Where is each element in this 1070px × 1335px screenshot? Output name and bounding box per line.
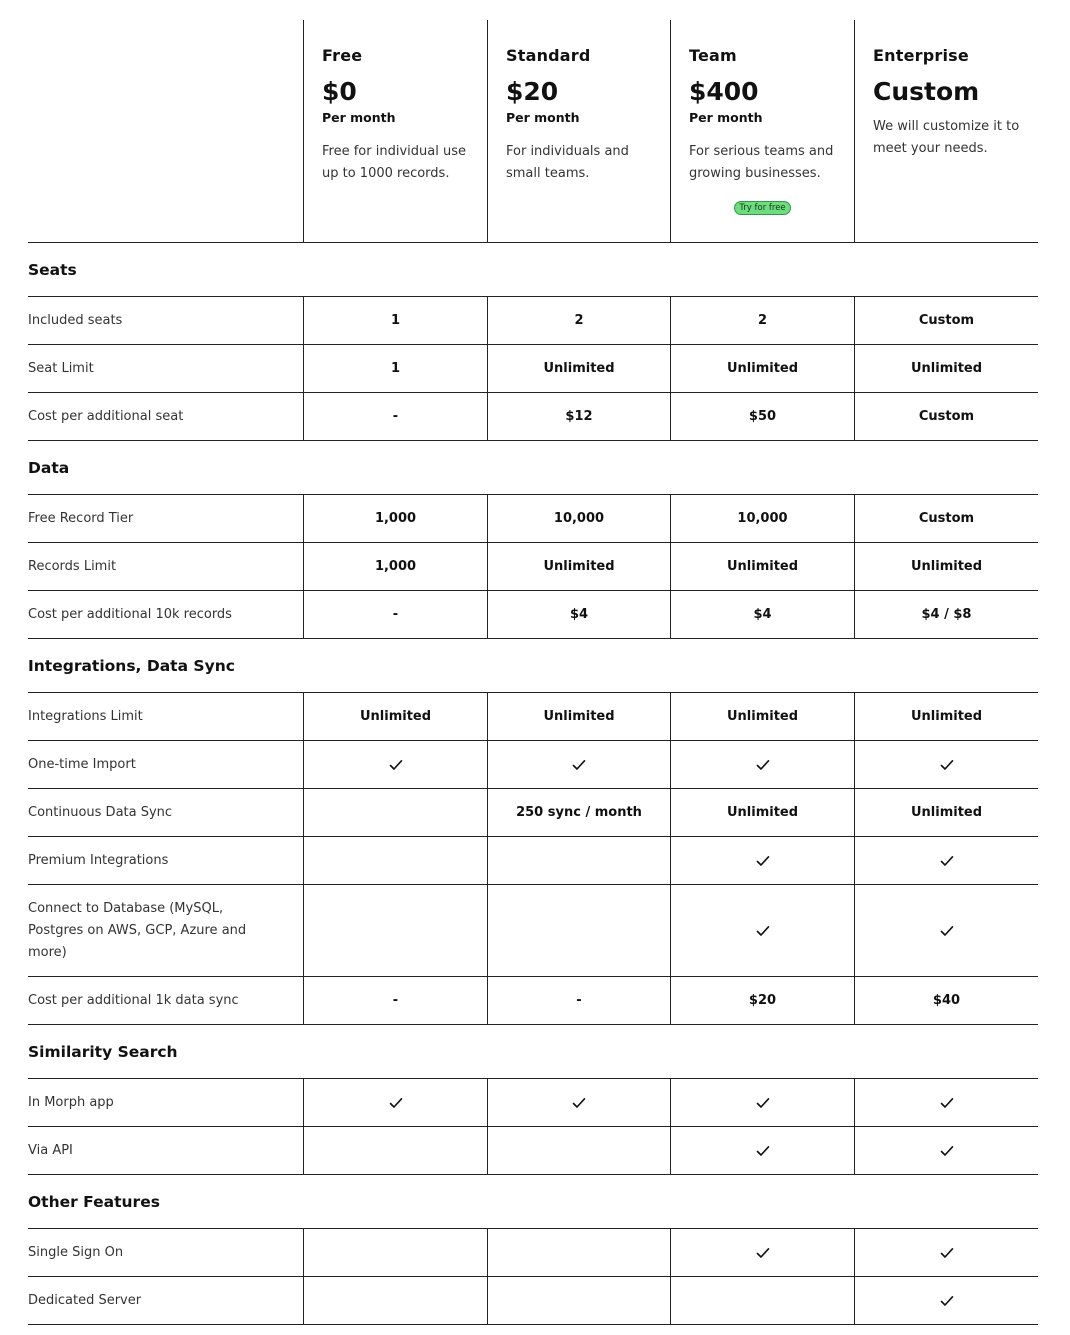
check-icon xyxy=(940,855,954,867)
feature-value xyxy=(303,789,487,836)
table-row xyxy=(28,543,1038,591)
feature-label-text: Dedicated Server xyxy=(28,1292,142,1308)
feature-value: 2 xyxy=(670,297,854,344)
feature-value xyxy=(670,885,854,976)
feature-label xyxy=(28,1277,303,1324)
check-icon xyxy=(572,1097,586,1109)
feature-value: Unlimited xyxy=(854,543,1038,590)
feature-value: Unlimited xyxy=(487,345,670,392)
section-title: Data xyxy=(28,441,1038,495)
feature-value: Custom xyxy=(854,495,1038,542)
feature-label-text: Premium Integrations xyxy=(28,852,169,868)
check-icon xyxy=(940,759,954,771)
table-row xyxy=(28,297,1038,345)
feature-value: Custom xyxy=(854,297,1038,344)
plan-name: Free xyxy=(322,46,363,65)
table-row xyxy=(28,1127,1038,1175)
plan-enterprise xyxy=(854,20,1038,242)
feature-value: Unlimited xyxy=(487,543,670,590)
check-icon xyxy=(756,855,770,867)
feature-label-text: Via API xyxy=(28,1142,73,1158)
check-icon xyxy=(940,925,954,937)
feature-value xyxy=(854,837,1038,884)
feature-label xyxy=(28,885,303,976)
feature-value xyxy=(670,1079,854,1126)
table-row xyxy=(28,393,1038,441)
feature-value xyxy=(670,1277,854,1324)
check-icon xyxy=(389,1097,403,1109)
plan-price: Custom xyxy=(873,77,980,106)
feature-label xyxy=(28,297,303,344)
check-icon xyxy=(756,1247,770,1259)
feature-label xyxy=(28,837,303,884)
feature-value: 2 xyxy=(487,297,670,344)
feature-value: Unlimited xyxy=(670,789,854,836)
plan-team xyxy=(670,20,854,242)
feature-value xyxy=(303,1079,487,1126)
plan-period: Per month xyxy=(506,109,580,125)
feature-value: 1 xyxy=(303,297,487,344)
feature-value xyxy=(670,741,854,788)
plan-period: Per month xyxy=(322,109,396,125)
feature-label xyxy=(28,543,303,590)
feature-value xyxy=(303,741,487,788)
table-row xyxy=(28,1229,1038,1277)
check-icon xyxy=(940,1145,954,1157)
table-row xyxy=(28,741,1038,789)
plan-price: $0 xyxy=(322,77,357,106)
feature-value xyxy=(854,1277,1038,1324)
plan-name: Enterprise xyxy=(873,46,969,65)
feature-value xyxy=(854,741,1038,788)
feature-label xyxy=(28,693,303,740)
feature-value: Unlimited xyxy=(854,789,1038,836)
feature-label xyxy=(28,977,303,1024)
feature-value: 250 sync / month xyxy=(487,789,670,836)
feature-label-text: Records Limit xyxy=(28,558,117,574)
table-row xyxy=(28,789,1038,837)
try-for-free-button[interactable]: Try for free xyxy=(734,201,790,215)
feature-value xyxy=(854,1079,1038,1126)
pricing-table xyxy=(28,20,1038,1325)
plan-name: Standard xyxy=(506,46,591,65)
feature-value xyxy=(487,741,670,788)
feature-value: Unlimited xyxy=(854,693,1038,740)
plan-price: $400 xyxy=(689,77,759,106)
feature-value xyxy=(487,1229,670,1276)
plan-description: For individuals and small teams. xyxy=(506,143,629,181)
check-icon xyxy=(940,1097,954,1109)
feature-label-text: Included seats xyxy=(28,312,123,328)
feature-value: $12 xyxy=(487,393,670,440)
feature-value xyxy=(303,885,487,976)
feature-label-text: Cost per additional 1k data sync xyxy=(28,992,239,1008)
feature-value xyxy=(670,1229,854,1276)
feature-value: 1 xyxy=(303,345,487,392)
feature-label-text: Connect to Database (MySQL, Postgres on AWS, GCP, Azure and more) xyxy=(28,900,247,960)
feature-label-text: Single Sign On xyxy=(28,1244,124,1260)
check-icon xyxy=(940,1295,954,1307)
feature-value: 10,000 xyxy=(670,495,854,542)
plan-description: For serious teams and growing businesses. xyxy=(689,143,834,181)
feature-label xyxy=(28,393,303,440)
table-row xyxy=(28,693,1038,741)
feature-value: - xyxy=(303,977,487,1024)
plan-name: Team xyxy=(689,46,737,65)
feature-value xyxy=(670,1127,854,1174)
feature-label-text: Free Record Tier xyxy=(28,510,134,526)
feature-label xyxy=(28,789,303,836)
feature-value: Unlimited xyxy=(303,693,487,740)
feature-value xyxy=(487,837,670,884)
feature-value: $40 xyxy=(854,977,1038,1024)
section-title: Seats xyxy=(28,243,1038,297)
feature-value: 1,000 xyxy=(303,495,487,542)
plan-free xyxy=(303,20,487,242)
feature-value: Unlimited xyxy=(670,345,854,392)
feature-label xyxy=(28,741,303,788)
plan-price: $20 xyxy=(506,77,559,106)
check-icon xyxy=(756,1097,770,1109)
feature-value xyxy=(670,837,854,884)
feature-value: $20 xyxy=(670,977,854,1024)
plan-description: Free for individual use up to 1000 records. xyxy=(322,143,466,181)
feature-label xyxy=(28,1079,303,1126)
check-icon xyxy=(756,925,770,937)
section-title: Similarity Search xyxy=(28,1025,1038,1079)
feature-label-text: Cost per additional 10k records xyxy=(28,606,232,622)
table-row xyxy=(28,977,1038,1025)
plan-standard xyxy=(487,20,670,242)
pricing-header xyxy=(28,20,1038,243)
feature-value: $4 xyxy=(487,591,670,638)
check-icon xyxy=(756,1145,770,1157)
header-spacer xyxy=(28,20,303,242)
feature-label-text: Continuous Data Sync xyxy=(28,804,173,820)
feature-value xyxy=(487,885,670,976)
plan-period: Per month xyxy=(689,109,763,125)
feature-value xyxy=(303,1277,487,1324)
feature-value: $4 xyxy=(670,591,854,638)
feature-value xyxy=(303,837,487,884)
check-icon xyxy=(389,759,403,771)
feature-value xyxy=(854,1127,1038,1174)
feature-value: 1,000 xyxy=(303,543,487,590)
plan-description: We will customize it to meet your needs. xyxy=(873,118,1020,156)
check-icon xyxy=(940,1247,954,1259)
feature-value xyxy=(487,1277,670,1324)
check-icon xyxy=(572,759,586,771)
feature-value xyxy=(303,1229,487,1276)
feature-value xyxy=(854,885,1038,976)
table-row xyxy=(28,1079,1038,1127)
feature-label xyxy=(28,591,303,638)
feature-value: Unlimited xyxy=(854,345,1038,392)
feature-value: $50 xyxy=(670,393,854,440)
feature-value: Unlimited xyxy=(670,693,854,740)
feature-value: Unlimited xyxy=(670,543,854,590)
feature-value: - xyxy=(487,977,670,1024)
feature-label-text: One-time Import xyxy=(28,756,136,772)
table-row xyxy=(28,837,1038,885)
table-row xyxy=(28,345,1038,393)
feature-value: Custom xyxy=(854,393,1038,440)
feature-value xyxy=(487,1127,670,1174)
feature-value: 10,000 xyxy=(487,495,670,542)
feature-label-text: In Morph app xyxy=(28,1094,114,1110)
feature-sections xyxy=(28,243,1038,1325)
section-title: Integrations, Data Sync xyxy=(28,639,1038,693)
feature-label-text: Integrations Limit xyxy=(28,708,143,724)
feature-value: Unlimited xyxy=(487,693,670,740)
feature-value: - xyxy=(303,393,487,440)
feature-value xyxy=(854,1229,1038,1276)
section-title: Other Features xyxy=(28,1175,1038,1229)
feature-label xyxy=(28,495,303,542)
feature-value: - xyxy=(303,591,487,638)
feature-value: $4 / $8 xyxy=(854,591,1038,638)
table-row xyxy=(28,495,1038,543)
feature-label xyxy=(28,1127,303,1174)
table-row xyxy=(28,591,1038,639)
feature-label-text: Cost per additional seat xyxy=(28,408,184,424)
check-icon xyxy=(756,759,770,771)
feature-value xyxy=(303,1127,487,1174)
feature-label-text: Seat Limit xyxy=(28,360,94,376)
feature-label xyxy=(28,1229,303,1276)
table-row xyxy=(28,885,1038,977)
feature-value xyxy=(487,1079,670,1126)
feature-label xyxy=(28,345,303,392)
table-row xyxy=(28,1277,1038,1325)
